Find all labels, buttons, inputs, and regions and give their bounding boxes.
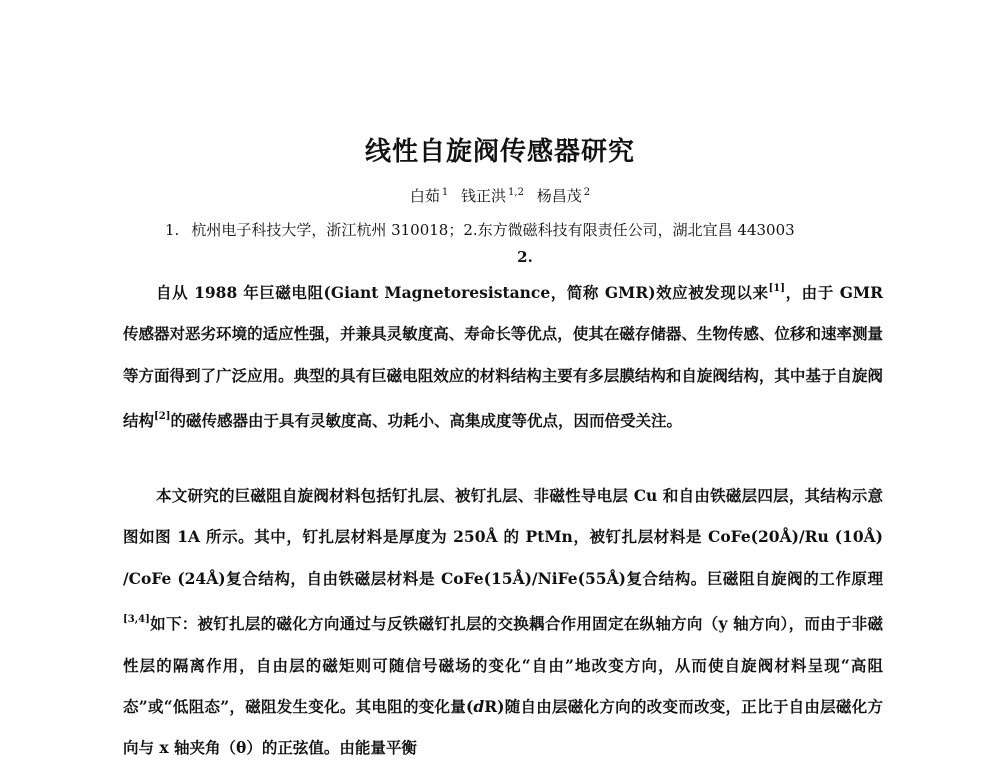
author-list: [0, 185, 1000, 206]
author: 钱正洪 $^{1,2}$: [461, 187, 524, 205]
paper-title: 线性自旋阀传感器研究: [364, 137, 635, 167]
body-paragraph-1: 自从 1988 年巨磁电阻(Giant Magnetoresistance，简称 GMR)效应被发现以来[1]，由于 GMR 传感器对恶劣环境的适应性强，并兼具灵敏度高、寿命长等优点，使其在磁存储器、生物传感、位移和速率测量等方面得到了广泛应用。典型的具有巨磁电阻效应的材料结构主要有多层膜结构和自旋阀结构，其中基于自旋阀结构[2]的磁传感器由于具有灵敏度高、功耗小、高集成度等优点，因而倍受关注。: [123, 283, 883, 431]
body-paragraph-2: 本文研究的巨磁阻自旋阀材料包括钉扎层、被钉扎层、非磁性导电层 Cu 和自由铁磁层四层，其结构示意图如图 1A 所示。其中，钉扎层材料是厚度为 250Å 的 PtMn，被钉扎层材料是 CoFe(20Å)/Ru (10Å) /CoFe (24Å)复合结构，自由铁磁层材料是 CoFe(15Å)/NiFe(55Å)复合结构。巨磁阻自旋阀的工作原理[3,4]如下：被钉扎层的磁化方向通过与反铁磁钉扎层的交换耦合作用固定在纵轴方向（y 轴方向），而由于非磁性层的隔离作用，自由层的磁矩则可随信号磁场的变化“自由”地改变方向，从而使自旋阀材料呈现“高阻态”或“低阻态”，磁阻发生变化。其电阻的变化量(dR)随自由层磁化方向的改变而改变，正比于自由层磁化方向与 x 轴夹角（θ）的正弦值。由能量平衡: [123, 486, 883, 758]
citation-ref: [3,4]: [123, 614, 150, 626]
affiliations: [165, 217, 885, 271]
citation-ref: [1]: [768, 283, 785, 294]
affiliation-number: 2.: [517, 248, 533, 266]
author: 杨昌茂 $^2$: [536, 187, 591, 205]
author: 白茹 $^1$: [409, 187, 449, 205]
affiliation-line: 1. 杭州电子科技大学，浙江杭州 310018；2.东方微磁科技有限责任公司，湖北宜昌 443003: [165, 221, 795, 239]
citation-ref: [2]: [154, 411, 171, 423]
